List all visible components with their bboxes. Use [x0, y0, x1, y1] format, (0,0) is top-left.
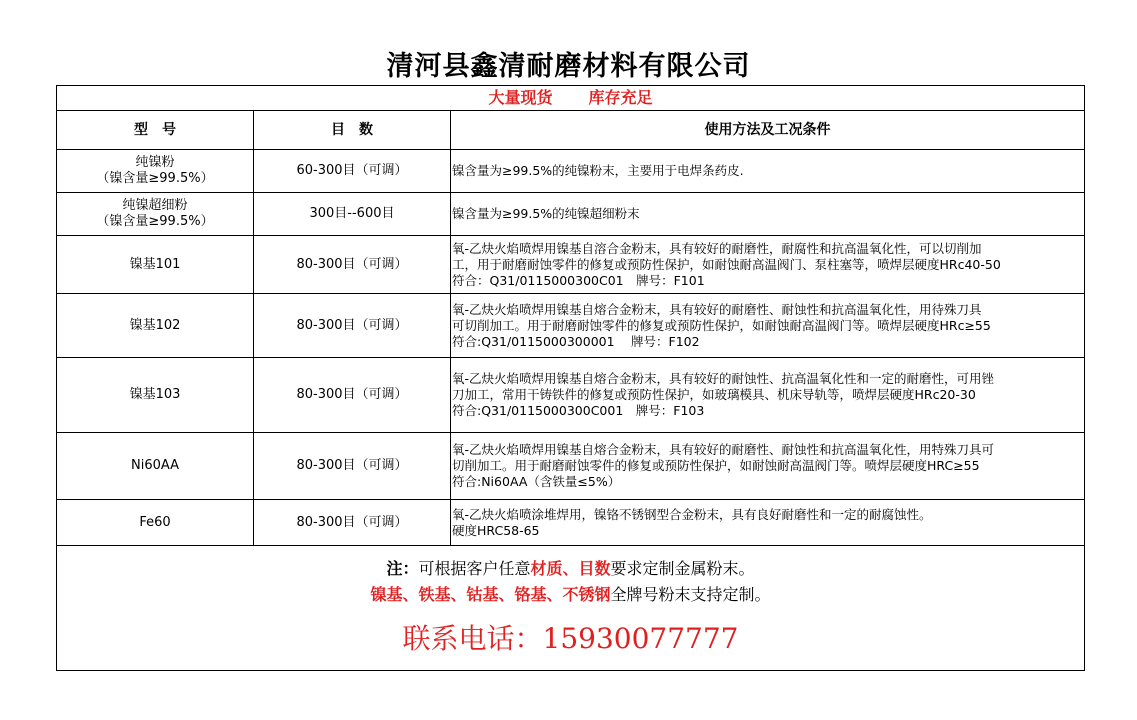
table-row — [57, 500, 1085, 546]
model-cell: Ni60AA — [57, 433, 254, 500]
model-cell: 镍基103 — [57, 358, 254, 433]
usage-cell: 氧-乙炔火焰喷焊用镍基自溶合金粉末，具有较好的耐磨性，耐腐性和抗高温氧化性，可以切削加 工，用于耐磨耐蚀零件的修复或预防性保护，如耐蚀耐高温阀门、泵柱塞等，喷焊层硬度HRc40-50 符合：Q31/0115000300C01 牌号：F101 — [451, 236, 1085, 294]
note-row — [57, 546, 1085, 671]
table-row — [57, 294, 1085, 358]
note-highlight-a: 材质、目数 — [530, 559, 611, 578]
note-highlight-b: 镍基、铁基、钴基、铬基、不锈钢 — [370, 585, 611, 604]
mesh-cell: 60-300目（可调） — [254, 150, 451, 193]
header-row — [57, 111, 1085, 150]
header-model: 型 号 — [57, 111, 254, 150]
note-line-1 — [57, 558, 1084, 580]
table-row — [57, 150, 1085, 193]
usage-cell: 镍含量为≥99.5%的纯镍超细粉末 — [451, 193, 1085, 236]
table-row — [57, 433, 1085, 500]
mesh-cell: 80-300目（可调） — [254, 433, 451, 500]
banner-left: 大量现货 — [488, 88, 553, 107]
usage-cell: 氧-乙炔火焰喷涂堆焊用，镍铬不锈钢型合金粉末，具有良好耐磨性和一定的耐腐蚀性。 硬度HRC58-65 — [451, 500, 1085, 546]
mesh-cell: 80-300目（可调） — [254, 358, 451, 433]
stock-banner-row — [57, 86, 1085, 111]
mesh-cell: 300目--600目 — [254, 193, 451, 236]
note-text-b: 要求定制金属粉末。 — [610, 559, 755, 578]
mesh-cell: 80-300目（可调） — [254, 294, 451, 358]
note-text-a: 可根据客户任意 — [418, 559, 531, 578]
usage-cell: 氧-乙炔火焰喷焊用镍基自熔合金粉末，具有较好的耐磨性、耐蚀性和抗高温氧化性，用待殊刀具 可切削加工。用于耐磨耐蚀零件的修复或预防性保护，如耐蚀耐高温阀门等。喷焊层硬度HRc≥55 符合:Q31/0115000300001 牌号：F102 — [451, 294, 1085, 358]
usage-cell: 氧-乙炔火焰喷焊用镍基自熔合金粉末，具有较好的耐磨性、耐蚀性和抗高温氧化性，用特殊刀具可 切削加工。用于耐磨耐蚀零件的修复或预防性保护，如耐蚀耐高温阀门等。喷焊层硬度HRC≥55 符合:Ni60AA（含铁量≤5%） — [451, 433, 1085, 500]
stock-banner — [57, 86, 1085, 111]
model-cell: 镍基101 — [57, 236, 254, 294]
table-row — [57, 236, 1085, 294]
company-title: 清河县鑫清耐磨材料有限公司 — [386, 51, 751, 82]
mesh-cell: 80-300目（可调） — [254, 236, 451, 294]
note-label: 注： — [386, 559, 419, 578]
usage-cell: 镍含量为≥99.5%的纯镍粉末，主要用于电焊条药皮. — [451, 150, 1085, 193]
banner-right: 库存充足 — [588, 88, 653, 107]
header-mesh: 目 数 — [254, 111, 451, 150]
model-cell: Fe60 — [57, 500, 254, 546]
table-row — [57, 193, 1085, 236]
note-cell — [57, 546, 1085, 671]
note-line-2 — [57, 584, 1084, 606]
note-text-c: 全牌号粉末支持定制。 — [610, 585, 771, 604]
contact-phone: 联系电话：15930077777 — [402, 622, 739, 655]
usage-cell: 氧-乙炔火焰喷焊用镍基自熔合金粉末，具有较好的耐蚀性、抗高温氧化性和一定的耐磨性，可用锉 刀加工，常用干铸铁件的修复或预防性保护，如玻璃模具、机床导轨等，喷焊层硬度HRc20-30 符合:Q31/0115000300C001 牌号：F103 — [451, 358, 1085, 433]
model-cell: 纯镍超细粉 （镍含量≥99.5%） — [57, 193, 254, 236]
table-row — [57, 358, 1085, 433]
model-cell: 纯镍粉 （镍含量≥99.5%） — [57, 150, 254, 193]
model-cell: 镍基102 — [57, 294, 254, 358]
header-usage: 使用方法及工况条件 — [451, 111, 1085, 150]
product-table — [56, 85, 1085, 671]
mesh-cell: 80-300目（可调） — [254, 500, 451, 546]
